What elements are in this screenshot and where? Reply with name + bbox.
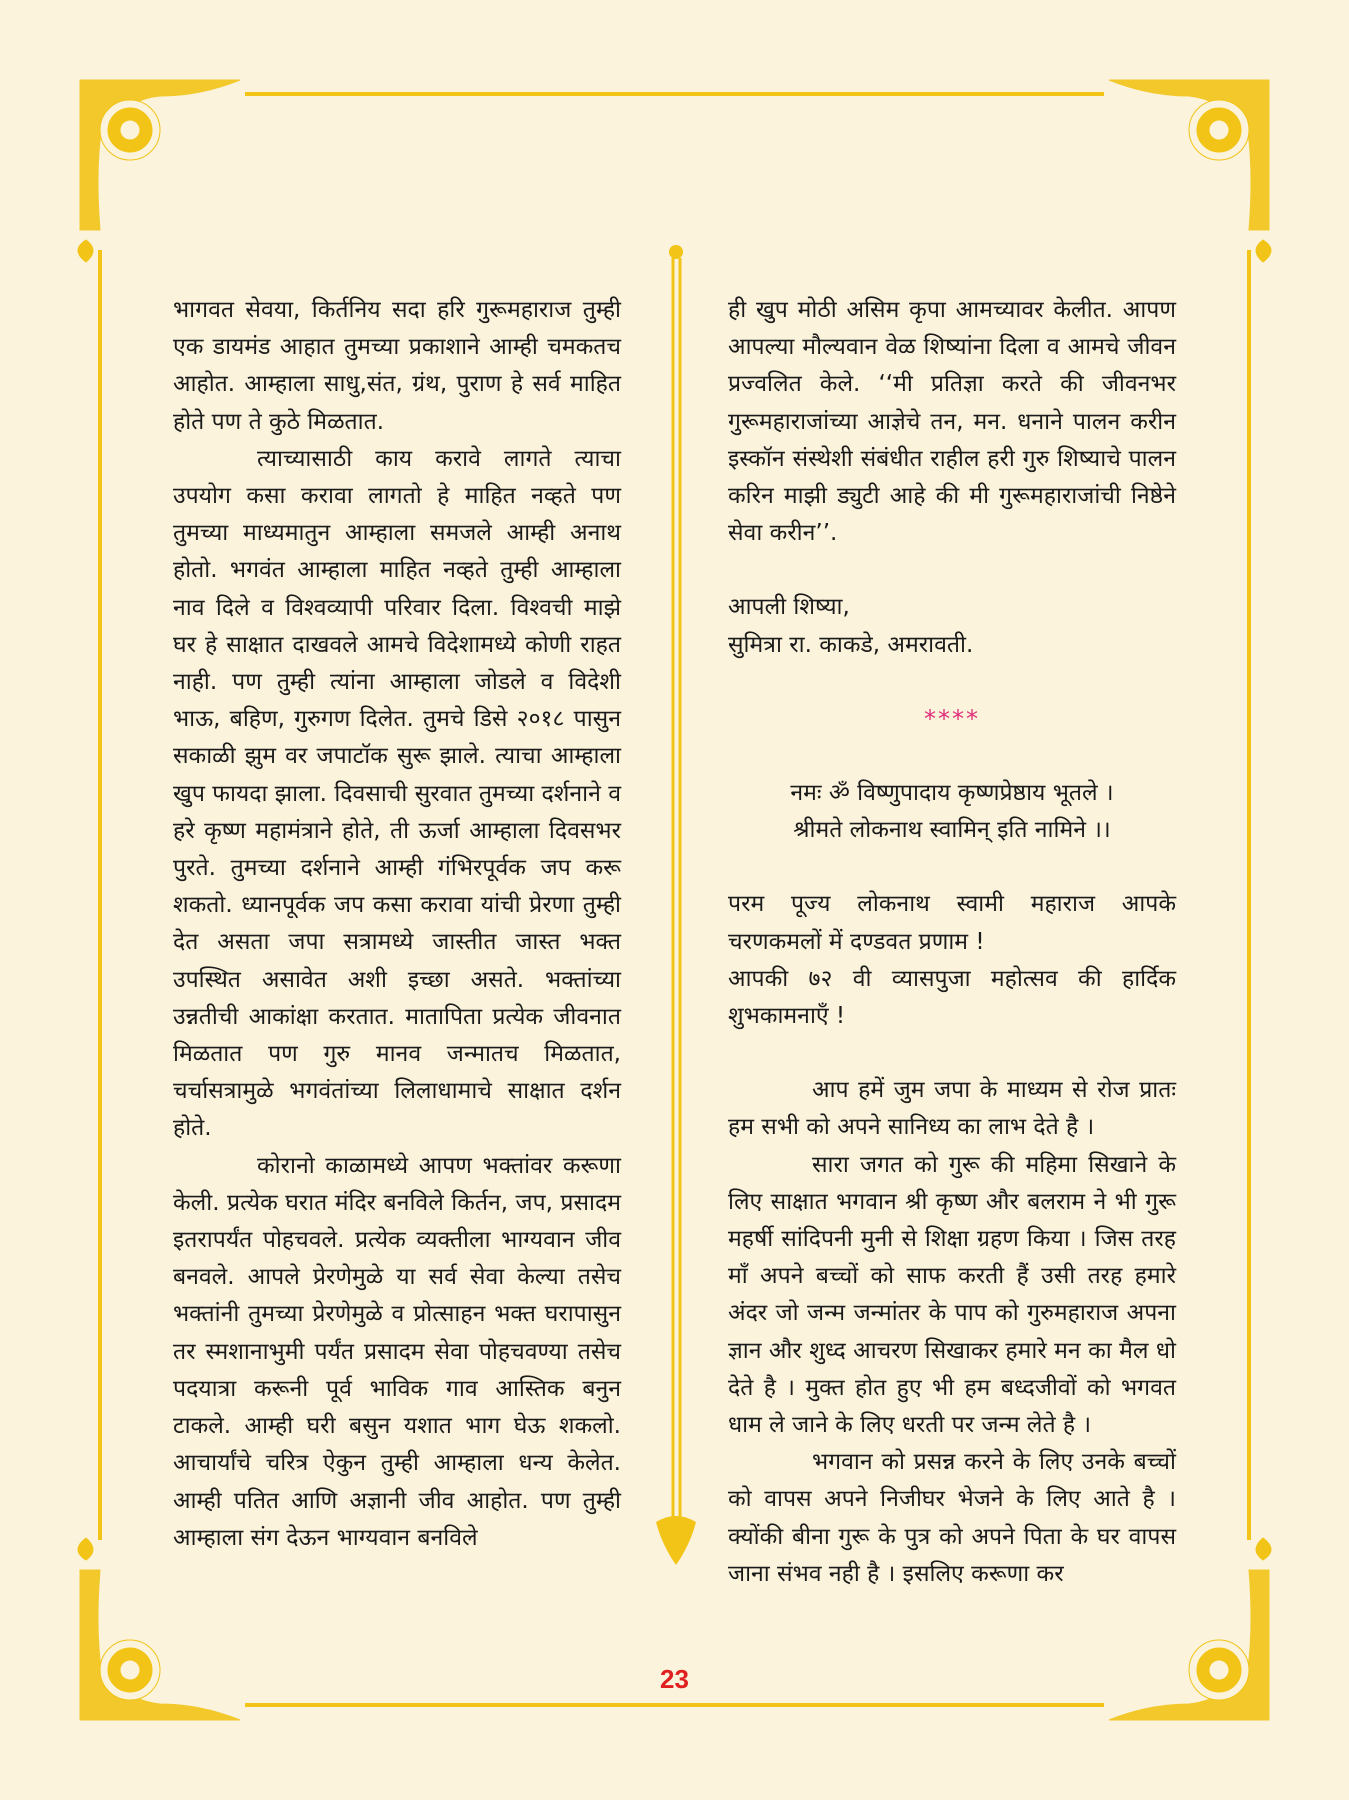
spacer — [728, 1035, 1176, 1072]
left-paragraph-1: भागवत सेवया, किर्तनिय सदा हरि गुरूमहाराज तुम्ही एक डायमंड आहात तुमच्या प्रकाशाने आम्ही चमकतच आहोत. आम्हाला साधु,संत, ग्रंथ, पुराण हे सर्व माहित होते पण ते कुठे मिळतात. — [173, 297, 621, 435]
left-column — [173, 292, 621, 1557]
right-paragraph-pledge: ही खुप मोठी असिम कृपा आमच्यावर केलीत. आपण आपल्या मौल्यवान वेळ शिष्यांना दिला व आमचे जीवन प्रज्वलित केले. ‘‘मी प्रतिज्ञा करते की जीवनभर गुरूमहाराजांच्या आज्ञेचे तन, मन. धनाने पालन करीन इस्कॉन संस्थेशी संबंधीत राहील हरी गुरु शिष्याचे पालन करिन माझी ड्युटी आहे की मी गुरूमहाराजांची निष्ठेने सेवा करीन’’. — [728, 297, 1176, 547]
spacer — [728, 738, 1176, 775]
page-number: 23 — [660, 1664, 689, 1694]
signoff-line-1: आपली शिष्या, — [728, 594, 850, 621]
hindi-paragraph-2: सारा जगत को गुरू की महिमा सिखाने के लिए साक्षात भगवान श्री कृष्ण और बलराम ने भी गुरू महर्षी सांदिपनी मुनी से शिक्षा ग्रहण किया । जिस तरह माँ अपने बच्चों को साफ करती हैं उसी तरह हमारे अंदर जो जन्म जन्मांतर के पाप को गुरुमहाराज अपना ज्ञान और शुध्द आचरण सिखाकर हमारे मन का मैल धो देते है । मुक्त होत हुए भी हम बध्दजीवों को भगवत धाम ले जाने के लिए धरती पर जन्म लेते है । — [728, 1151, 1176, 1439]
spacer — [728, 552, 1176, 589]
left-paragraph-3: कोरानो काळामध्ये आपण भक्तांवर करूणा केली. प्रत्येक घरात मंदिर बनविले किर्तन, जप, प्रसादम इतरापर्यंत पोहचवले. प्रत्येक व्यक्तीला भाग्यवान जीव बनवले. आपले प्रेरणेमुळे या सर्व सेवा केल्या तसेच भक्तांनी तुमच्या प्रेरणेमुळे व प्रोत्साहन भक्त घरापासुन तर स्मशानाभुमी पर्यंत प्रसादम सेवा पोहचवण्या तसेच पदयात्रा करूनी पूर्व भाविक गाव आस्तिक बनुन टाकले. आम्ही घरी बसुन यशात भाग घेऊ शकलो. आचार्यांचे चरित्र ऐकुन तुम्ही आम्हाला धन्य केलेत. आम्ही पतित आणि अज्ञानी जीव आहोत. पण तुम्ही आम्हाला संग देऊन भाग्यवान बनविले — [173, 1152, 621, 1551]
verse-line-1: नमः ॐ विष्णुपादाय कृष्णप्रेष्ठाय भूतले । — [790, 780, 1114, 807]
spacer — [728, 664, 1176, 701]
greeting-line-1: परम पूज्य लोकनाथ स्वामी महाराज आपके चरणकमलों में दण्डवत प्रणाम ! — [728, 891, 1176, 955]
greeting-line-2: आपकी ७२ वी व्यासपुजा महोत्सव की हार्दिक शुभकामनाएँ ! — [728, 965, 1176, 1030]
verse-line-2: श्रीमते लोकनाथ स्वामिन् इति नामिने ।। — [793, 817, 1111, 844]
spacer — [728, 849, 1176, 886]
right-column — [728, 292, 1176, 1593]
signoff-line-2: सुमित्रा रा. काकडे, अमरावती. — [728, 631, 974, 658]
section-separator-stars: **** — [924, 704, 980, 733]
left-paragraph-2: त्याच्यासाठी काय करावे लागते त्याचा उपयोग कसा करावा लागतो हे माहित नव्हते पण तुमच्या माध्यमातुन आम्हाला समजले आम्ही अनाथ होतो. भगवंत आम्हाला माहित नव्हते तुम्ही आम्हाला नाव दिले व विश्वव्यापी परिवार दिला. विश्वची माझे घर हे साक्षात दाखवले आमचे विदेशामध्ये कोणी राहत नाही. पण तुम्ही त्यांना आम्हाला जोडले व विदेशी भाऊ, बहिण, गुरुगण दिलेत. तुमचे डिसे २०१८ पासुन सकाळी झुम वर जपाटॉक सुरू झाले. त्याचा आम्हाला खुप फायदा झाला. दिवसाची सुरवात तुमच्या दर्शनाने व हरे कृष्ण महामंत्राने होते, ती ऊर्जा आम्हाला दिवसभर पुरते. तुमच्या दर्शनाने आम्ही गंभिरपूर्वक जप करू शकतो. ध्यानपूर्वक जप कसा करावा यांची प्रेरणा तुम्ही देत असता जपा सत्रामध्ये जास्तीत जास्त भक्त उपस्थित असावेत अशी इच्छा असते. भक्तांच्या उन्नतीची आकांक्षा करतात. मातापिता प्रत्येक जीवनात मिळतात पण गुरु मानव जन्मातच मिळतात, चर्चासत्रामुळे भगवंतांच्या लिलाधामाचे साक्षात दर्शन होते. — [173, 445, 621, 1142]
hindi-paragraph-3: भगवान को प्रसन्न करने के लिए उनके बच्चों को वापस अपने निजीघर भेजने के लिए आते है । क्योंकी बीना गुरू के पुत्र को अपने पिता के घर वापस जाना संभव नही है । इसलिए करूणा कर — [728, 1449, 1176, 1587]
hindi-paragraph-1: आप हमें जुम जपा के माध्यम से रोज प्रातः हम सभी को अपने सानिध्य का लाभ देते है । — [728, 1077, 1176, 1141]
